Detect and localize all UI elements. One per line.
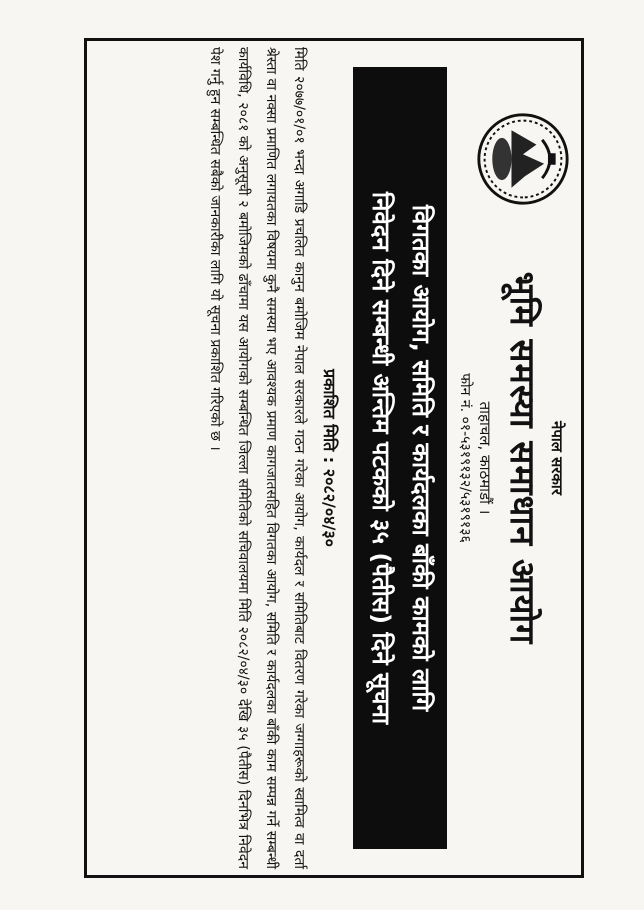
headline-banner — [353, 67, 447, 849]
government-label: नेपाल सरकार — [548, 421, 566, 495]
notice-body: मिति २०७७/०१/०१ भन्दा अगाडि प्रचलित कानुन बमोजिम नेपाल सरकारले गठन गरेका आयोग, कार्यदल र समितिबाट वितरण गरेका जग्गाहरूको स्वामित्व वा दर्ता श्रेस्ता वा नक्सा प्रमाणित लगायतका विषयमा कुनै समस्या भए आवश्यक प्रमाण कागजातसहित विगतका आयोग, समिति र कार्यदलका बाँकी काम सम्पन्न गर्ने सम्बन्धी कार्यविधि, २०८१ को अनुसूची २ बमोजिमको ढाँचामा यस आयोगको सम्बन्धित जिल्ला समितिको सचिवालयमा मिति २०८२/०४/३० देखि ३५ (पैतीस) दिनभित्र निवेदन पेश गर्नु हुन सम्बन्धित सबैको जानकारीका लागि यो सूचना प्रकाशित गरिएको छ । — [207, 47, 307, 869]
organization-title: भूमि समस्या समाधान आयोग — [502, 271, 542, 645]
headline-line-2: निवेदन दिने सम्बन्धी अन्तिम पटकको ३५ (पैतीस) दिने सूचना — [367, 191, 395, 725]
phone-number: फोन नं. ०१-५३१९१३२/५३१९१३६ — [457, 373, 473, 543]
headline-line-1: विगतका आयोग, समिति र कार्यदलका बाँकी कामको लागि — [407, 204, 435, 712]
public-notice — [84, 38, 584, 878]
office-address: ताहाचल, काठमाडौं । — [476, 401, 494, 515]
published-date: प्रकाशित मिति : २०८२/०४/३० — [320, 368, 339, 547]
